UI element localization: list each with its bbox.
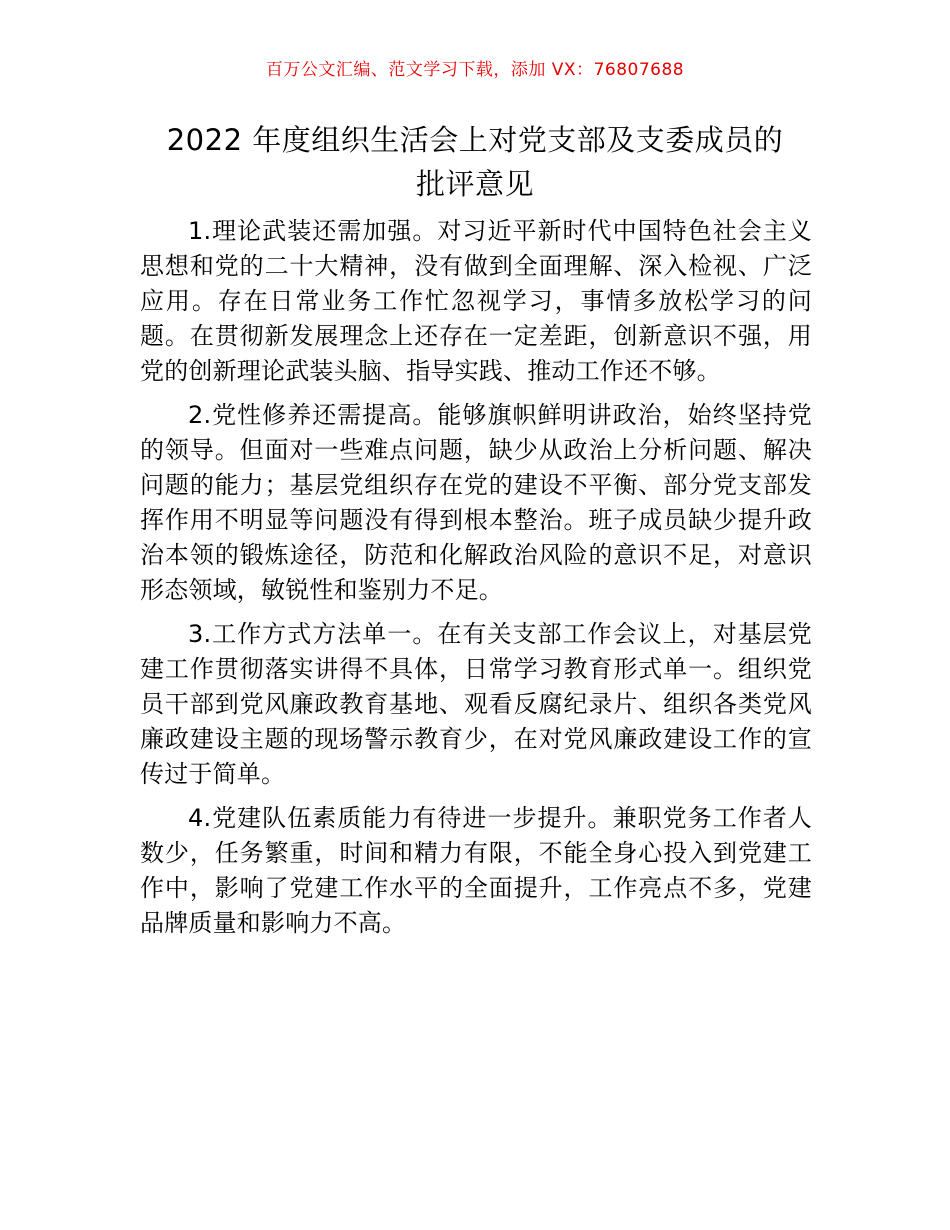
paragraph-4: 4.党建队伍素质能力有待进一步提升。兼职党务工作者人数少，任务繁重，时间和精力有限，不能全身心投入到党建工作中，影响了党建工作水平的全面提升，工作亮点不多，党建品牌质量和影响力不高。: [140, 804, 812, 937]
document-title: [120, 118, 830, 206]
paragraph-1: 1.理论武装还需加强。对习近平新时代中国特色社会主义思想和党的二十大精神，没有做到全面理解、深入检视、广泛应用。存在日常业务工作忙忽视学习，事情多放松学习的问题。在贯彻新发展理念上还存在一定差距，创新意识不强，用党的创新理论武装头脑、指导实践、推动工作还不够。: [140, 217, 812, 385]
document-body: [140, 214, 812, 950]
paragraph-3: 3.工作方式方法单一。在有关支部工作会议上，对基层党建工作贯彻落实讲得不具体，日常学习教育形式单一。组织党员干部到党风廉政教育基地、观看反腐纪录片、组织各类党风廉政建设主题的现场警示教育少，在对党风廉政建设工作的宣传过于简单。: [140, 620, 812, 788]
header-promo-note: 百万公文汇编、范文学习下载，添加 VX：76807688: [265, 60, 685, 80]
title-line-1: 2022 年度组织生活会上对党支部及支委成员的: [166, 123, 784, 157]
title-line-2: 批评意见: [415, 167, 534, 201]
paragraph-2: 2.党性修养还需提高。能够旗帜鲜明讲政治，始终坚持党的领导。但面对一些难点问题，缺少从政治上分析问题、解决问题的能力；基层党组织存在党的建设不平衡、部分党支部发挥作用不明显等问题没有得到根本整治。班子成员缺少提升政治本领的锻炼途径，防范和化解政治风险的意识不足，对意识形态领域，敏锐性和鉴别力不足。: [140, 401, 812, 604]
